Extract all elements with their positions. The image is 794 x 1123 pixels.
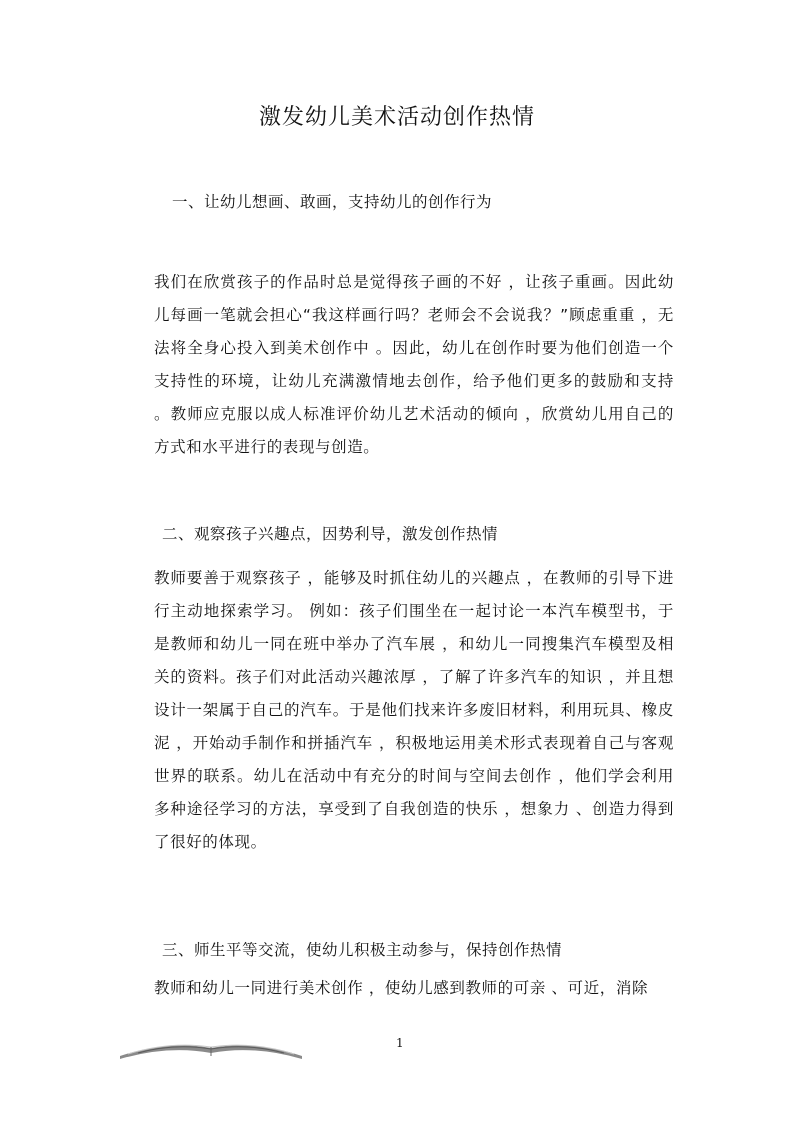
section-heading-3: 三、师生平等交流，使幼儿积极主动参与，保持创作热情 [162,941,563,959]
page-number: 1 [396,1036,404,1050]
section-paragraph-3 [118,972,674,1005]
paragraph-text: 我们在欣赏孩子的作品时总是觉得孩子画的不好 ，让孩子重画。因此幼儿每画一笔就会担心“我这样画行吗？老师会不会说我？”顾虑重重 ，无法将全身心投入到美术创作中 。因此，幼儿在创作时要为他们创造一个支持性的环境，让幼儿充满激情地去创作，给予他们更多的鼓励和支持 。教师应克服以成人标准评价幼儿艺术活动的倾向 ，欣赏幼儿用自己的方式和水平进行的表现与创造。 [154,273,674,456]
section-heading-2: 二、观察孩子兴趣点，因势利导，激发创作热情 [162,525,499,543]
paragraph-text: 教师和幼儿一同进行美术创作 ，使幼儿感到教师的可亲 、可近，消除 [154,979,649,997]
section-paragraph-2 [118,562,674,859]
section-paragraph-1 [118,266,674,464]
paragraph-text: 教师要善于观察孩子 ，能够及时抓住幼儿的兴趣点 ，在教师的引导下进行主动地探索学习。 例如：孩子们围坐在一起讨论一本汽车模型书，于是教师和幼儿一同在班中举办了汽车展 ，和幼儿一同搜集汽车模型及相关的资料。孩子们对此活动兴趣浓厚 ，了解了许多汽车的知识 ，并且想设计一架属于自己的汽车。于是他们找来许多废旧材料，利用玩具、橡皮泥 ，开始动手制作和拼插汽车 ，积极地运用美术形式表现着自己与客观世界的联系。幼儿在活动中有充分的时间与空间去创作 ，他们学会利用多种途径学习的方法，享受到了自我创造的快乐 ，想象力 、创造力得到了很好的体现。 [154,569,674,851]
section-heading-1: 一、让幼儿想画、敢画，支持幼儿的创作行为 [172,193,493,211]
book-icon [118,1034,304,1060]
document-title: 激发幼儿美术活动创作热情 [258,105,535,130]
